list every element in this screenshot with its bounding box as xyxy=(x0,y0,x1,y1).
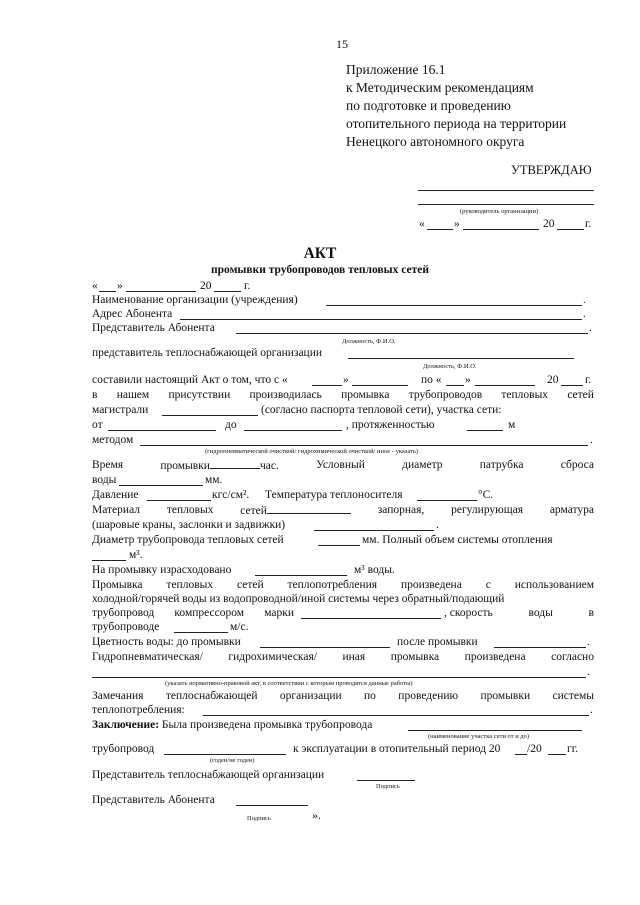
remarks-line xyxy=(92,690,594,703)
norm-caption: (указать нормативно-правовой акт, в соответствии с которым проводятся данные работы) xyxy=(165,680,413,687)
remarks-word: системы xyxy=(552,690,594,702)
approve-line-2 xyxy=(418,204,594,205)
body-line4-d: м xyxy=(508,419,516,431)
body-line2-word: в xyxy=(92,389,98,401)
pipe-text-2: /20 xyxy=(527,743,542,755)
material-valves: (шаровые краны, заслонки и задвижки) xyxy=(92,519,286,531)
subscriber-rep-label: Представитель Абонента xyxy=(92,322,215,334)
approve-line-1 xyxy=(418,190,594,191)
conclusion-line xyxy=(408,730,582,731)
appendix-line-4: отопительного периода на территории xyxy=(346,116,567,131)
body-line4-a: от xyxy=(92,419,103,431)
material-word: Материал xyxy=(92,504,141,516)
flush-word: тепловых xyxy=(166,579,214,591)
color-after-line xyxy=(494,647,586,648)
color-before-label: Цветность воды: до промывки xyxy=(92,636,241,648)
pipe-fit-line xyxy=(164,754,286,755)
flush-word: в xyxy=(588,607,594,619)
flush-word: компрессором xyxy=(174,607,245,619)
appendix-line-5: Ненецкого автономного округа xyxy=(346,134,525,149)
body-line4-c: , протяженностью xyxy=(346,419,435,431)
time-word: Условный xyxy=(316,459,365,471)
body-line2-word: тепловых xyxy=(501,389,549,401)
remarks-word: проведению xyxy=(398,690,459,702)
act-date-suffix: г. xyxy=(244,280,251,292)
material-word: регулирующая xyxy=(451,504,524,516)
diameter-line xyxy=(318,545,360,546)
body-line1-from-day xyxy=(312,385,342,386)
body-line2-word: присутствии xyxy=(168,389,231,401)
conclusion-text: Была произведена промывка трубопровода xyxy=(161,719,373,731)
subscriber-rep-line xyxy=(236,333,588,334)
pressure-unit: кгс/см². xyxy=(212,489,250,501)
body-line1-e: 20 xyxy=(547,374,559,386)
remarks-label-2: теплопотребления: xyxy=(92,704,185,716)
conclusion-row xyxy=(92,719,372,732)
hydro-line xyxy=(92,651,594,664)
hydro-word: произведена xyxy=(464,651,526,663)
body-line1-b: » xyxy=(343,374,349,386)
flush-word: , скорость xyxy=(444,607,493,619)
pipe-year2-line xyxy=(548,754,566,755)
act-date-close: » xyxy=(117,280,123,292)
material-valves-dot: . xyxy=(436,519,439,531)
body-line3-line xyxy=(162,415,258,416)
material-word-group xyxy=(240,504,351,518)
org-name-dot: . xyxy=(583,294,586,306)
approve-date-day-line xyxy=(427,229,453,230)
body-line5-a: методом xyxy=(92,434,134,446)
temperature-label: Температура теплоносителя xyxy=(265,489,403,501)
supplier-rep-label: представитель теплоснабжающей организации xyxy=(92,347,323,359)
hydro-word: гидрохимическая/ xyxy=(228,651,317,663)
body-line2-word: нашем xyxy=(116,389,150,401)
flush-word: теплопотребления xyxy=(287,579,378,591)
act-date-month-line xyxy=(126,291,196,292)
fit-caption: (годен/не годен) xyxy=(210,757,255,764)
time-hours-line xyxy=(210,459,260,469)
body-line2 xyxy=(92,389,594,402)
body-line1-a: составили настоящий Акт о том, что с « xyxy=(92,374,288,386)
body-line2-word: промывка xyxy=(341,389,390,401)
subscriber-sign-line xyxy=(236,805,308,806)
subscriber-address-dot: . xyxy=(583,308,586,320)
pipe-text: к эксплуатации в отопительный период 20 xyxy=(293,743,501,755)
subscriber-rep-dot: . xyxy=(589,322,592,334)
subscriber-address-line xyxy=(180,319,582,320)
time-word: диаметр xyxy=(402,459,443,471)
conclusion-label: Заключение: xyxy=(92,719,160,731)
act-date-day-line xyxy=(99,291,116,292)
material-word: тепловых xyxy=(166,504,214,516)
speed-line xyxy=(174,632,228,633)
hydro-word: согласно xyxy=(551,651,594,663)
body-line1-to-month xyxy=(475,385,535,386)
pipe-year1-line xyxy=(515,754,527,755)
pipe-label: трубопровод xyxy=(92,743,155,755)
flush-line-2: холодной/горячей воды из водопроводной/иной системы через обратный/подающий xyxy=(92,593,505,605)
body-line1-from-month xyxy=(352,385,408,386)
body-line1-c: по « xyxy=(421,374,442,386)
temperature-unit: °С. xyxy=(478,489,494,501)
org-name-label: Наименование организации (учреждения) xyxy=(92,294,298,306)
act-date-open: « xyxy=(92,280,98,292)
hydro-word: Гидропневматическая/ xyxy=(92,651,203,663)
end-mark: ». xyxy=(312,808,321,822)
material-valves-line xyxy=(314,530,434,531)
body-line4-b: до xyxy=(225,419,237,431)
appendix-line-3: по подготовке и проведению xyxy=(346,98,511,113)
pressure-label: Давление xyxy=(92,489,139,501)
subscriber-rep-caption: Должность, Ф.И.О. xyxy=(342,338,396,345)
flush-word: сетей xyxy=(236,579,264,591)
flush-line-3a xyxy=(92,607,294,620)
supplier-sign-caption: Подпись xyxy=(376,783,400,790)
spent-label: На промывку израсходовано xyxy=(92,564,232,576)
color-after-label: после промывки xyxy=(397,636,478,648)
approve-date-suffix: г. xyxy=(585,218,592,230)
time-line xyxy=(92,459,594,473)
method-caption: (гидропневматической очисткой/ гидрохимической очисткой/ иное - указать) xyxy=(205,448,419,455)
body-line1-to-day xyxy=(446,385,464,386)
remarks-word: теплоснабжающей xyxy=(165,690,258,702)
subscriber-address-label: Адрес Абонента xyxy=(92,308,173,320)
flush-word: воды xyxy=(528,607,553,619)
appendix-line-1: Приложение 16.1 xyxy=(346,62,446,77)
diameter-label: Диаметр трубопровода тепловых сетей xyxy=(92,534,284,546)
flush-line-1 xyxy=(92,579,594,592)
body-line4-length-line xyxy=(467,430,503,431)
color-before-line xyxy=(260,647,390,648)
subscriber-sign-label: Представитель Абонента xyxy=(92,794,215,806)
material-word: запорная, xyxy=(377,504,425,516)
material-line xyxy=(92,504,594,518)
body-line3-a: магистрали xyxy=(92,404,149,416)
body-line2-word: трубопроводов xyxy=(408,389,483,401)
supplier-sign-label: Представитель теплоснабжающей организации xyxy=(92,769,325,781)
approve-date-year-line xyxy=(557,229,584,230)
act-subtitle: промывки трубопроводов тепловых сетей xyxy=(211,264,429,276)
norm-line xyxy=(92,677,586,678)
act-title: АКТ xyxy=(303,245,337,262)
material-line-blank xyxy=(267,504,351,514)
body-line5-method-line xyxy=(140,445,588,446)
flush-line-3b xyxy=(444,607,594,620)
spent-line xyxy=(255,575,347,576)
pipe-text-3: гг. xyxy=(567,743,579,755)
body-line2-word: производилась xyxy=(249,389,322,401)
approve-label: УТВЕРЖДАЮ xyxy=(511,163,592,177)
time-word-group xyxy=(160,459,279,473)
volume-unit: м³. xyxy=(129,549,143,561)
material-word: сетей xyxy=(240,505,267,517)
body-line1-f: г. xyxy=(585,374,592,386)
org-name-line xyxy=(326,305,582,306)
body-line1-year xyxy=(561,385,583,386)
body-line2-word: сетей xyxy=(567,389,594,401)
flush-word: использованием xyxy=(514,579,594,591)
body-line4-from-line xyxy=(108,430,216,431)
color-dot: . xyxy=(587,636,590,648)
supplier-rep-line xyxy=(348,358,574,359)
spent-unit: м³ воды. xyxy=(354,564,395,576)
diameter-unit: мм. Полный объем системы отопления xyxy=(362,534,553,546)
compressor-line xyxy=(301,618,441,619)
temperature-line xyxy=(417,500,477,501)
remarks-word: Замечания xyxy=(92,690,144,702)
approve-caption: (руководитель организации) xyxy=(460,208,539,215)
subscriber-sign-caption: Подпись xyxy=(247,815,271,822)
approve-date-year: 20 xyxy=(543,218,555,230)
body-line1-d: » xyxy=(465,374,471,386)
remarks-dot: . xyxy=(590,704,593,716)
flush-word: трубопровод xyxy=(92,607,155,619)
remarks-word: по xyxy=(364,690,376,702)
material-word: арматура xyxy=(549,504,594,516)
remarks-word: организации xyxy=(279,690,342,702)
flush-word: произведена xyxy=(400,579,462,591)
flush-word: Промывка xyxy=(92,579,143,591)
body-line3-b: (согласно паспорта тепловой сети), участка сети: xyxy=(261,404,502,416)
water-label: воды xyxy=(92,474,117,486)
page-number: 15 xyxy=(336,37,348,51)
water-unit: мм. xyxy=(205,474,223,486)
hydro-word: промывка xyxy=(390,651,440,663)
time-word: час. xyxy=(259,460,279,472)
approve-date-open: « xyxy=(419,218,425,230)
appendix-line-2: к Методическим рекомендациям xyxy=(346,80,534,95)
body-line5-dot: . xyxy=(590,434,593,446)
flush-word: марки xyxy=(264,607,294,619)
supplier-rep-caption: Должность, Ф.И.О. xyxy=(423,363,477,370)
approve-date-month-line xyxy=(463,229,539,230)
volume-line xyxy=(92,560,126,561)
remarks-blank-line xyxy=(203,715,589,716)
act-date-year: 20 xyxy=(200,280,212,292)
flush-line-4a: трубопроводе xyxy=(92,621,160,633)
flush-word: с xyxy=(485,579,491,591)
conclusion-caption: (наименование участка сети от и до) xyxy=(428,733,530,740)
body-line4-to-line xyxy=(244,430,342,431)
norm-dot: . xyxy=(587,666,590,678)
time-word: промывки xyxy=(160,460,210,472)
supplier-sign-line xyxy=(357,780,415,781)
time-word: Время xyxy=(92,459,124,471)
approve-date-close: » xyxy=(454,218,460,230)
remarks-word: промывки xyxy=(480,690,531,702)
water-line xyxy=(119,485,203,486)
time-word: сброса xyxy=(560,459,594,471)
hydro-word: иная xyxy=(342,651,366,663)
time-word: патрубка xyxy=(479,459,524,471)
pressure-line xyxy=(147,500,211,501)
act-date-year-line xyxy=(214,291,241,292)
flush-line-4b: м/с. xyxy=(230,621,249,633)
